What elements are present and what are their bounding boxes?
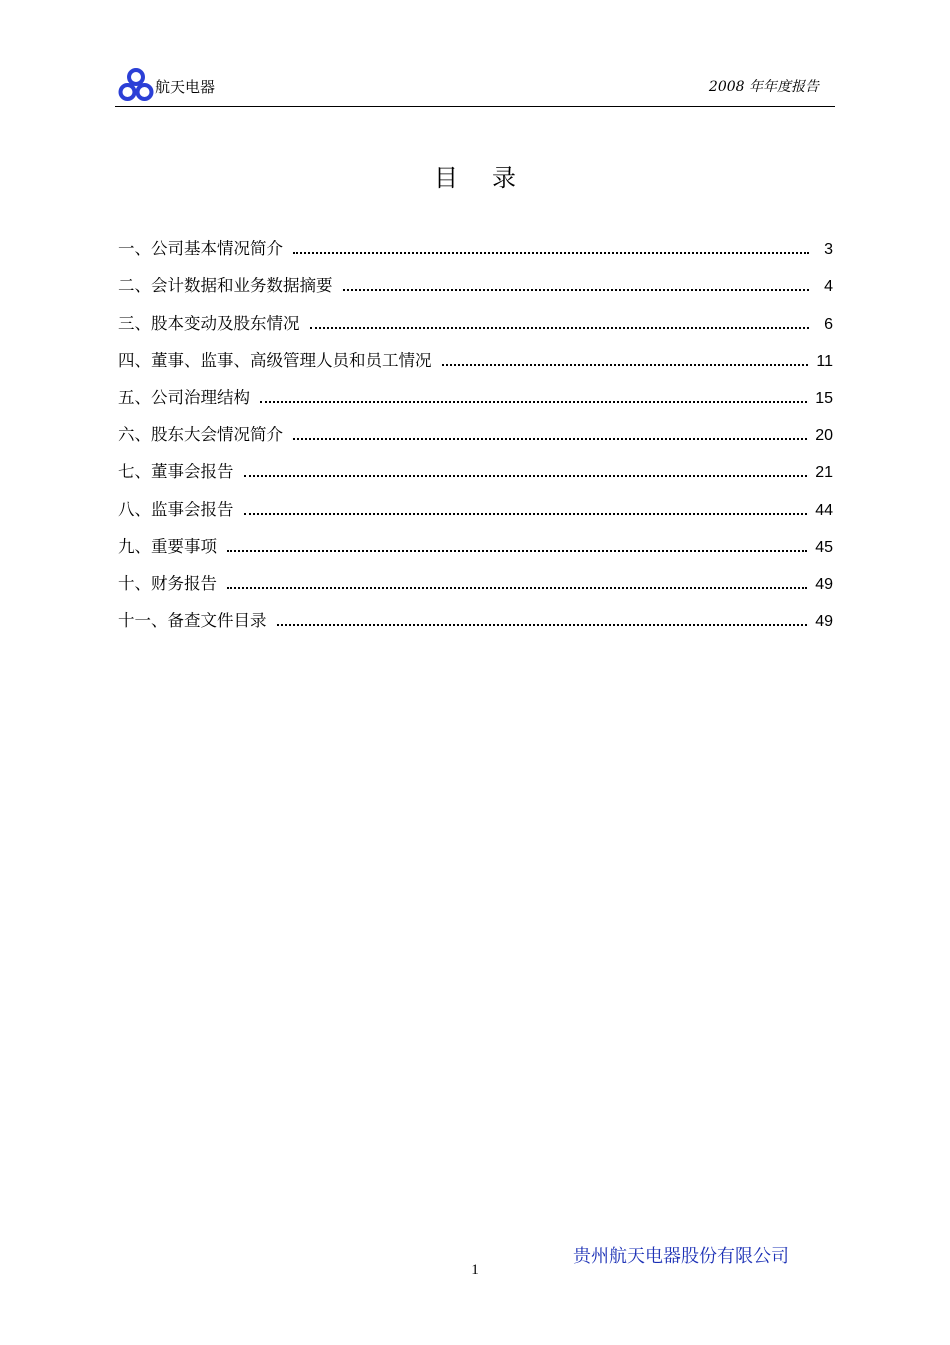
toc-entry-page: 45 bbox=[815, 538, 833, 556]
toc-entry[interactable] bbox=[118, 408, 833, 445]
toc-entry[interactable] bbox=[118, 520, 833, 557]
toc-heading: 目录 bbox=[434, 164, 550, 192]
toc-dot-leader bbox=[343, 289, 810, 291]
toc-dot-leader bbox=[293, 252, 809, 254]
toc-entry-label: 八、监事会报告 bbox=[118, 499, 234, 519]
toc-entry-label: 五、公司治理结构 bbox=[118, 387, 250, 407]
toc-entry-label: 十、财务报告 bbox=[118, 573, 217, 593]
toc-entry[interactable] bbox=[118, 259, 833, 296]
toc-entry[interactable] bbox=[118, 482, 833, 519]
company-short-name: 航天电器 bbox=[155, 78, 216, 96]
toc-entry[interactable] bbox=[118, 222, 833, 259]
toc-entry[interactable] bbox=[118, 296, 833, 333]
company-logo-icon bbox=[117, 66, 155, 104]
toc-entry-page: 6 bbox=[824, 315, 833, 333]
table-of-contents bbox=[118, 222, 833, 631]
toc-dot-leader bbox=[260, 401, 807, 403]
toc-dot-leader bbox=[227, 587, 807, 589]
toc-entry-page: 21 bbox=[815, 464, 833, 482]
toc-dot-leader bbox=[442, 364, 809, 366]
toc-entry-page: 11 bbox=[816, 352, 833, 370]
toc-entry-page: 49 bbox=[815, 575, 833, 593]
toc-entry-label: 一、公司基本情况简介 bbox=[118, 239, 283, 259]
toc-entry-label: 十一、备查文件目录 bbox=[118, 611, 267, 631]
toc-entry-label: 六、股东大会情况简介 bbox=[118, 425, 283, 445]
toc-dot-leader bbox=[227, 550, 807, 552]
report-title: 2008 年年度报告 bbox=[708, 79, 819, 95]
footer-company-name: 贵州航天电器股份有限公司 bbox=[573, 1246, 789, 1267]
toc-entry-label: 九、重要事项 bbox=[118, 536, 217, 556]
page-number: 1 bbox=[471, 1262, 479, 1278]
toc-entry-page: 15 bbox=[815, 389, 833, 407]
toc-dot-leader bbox=[244, 475, 808, 477]
toc-entry[interactable] bbox=[118, 594, 833, 631]
toc-dot-leader bbox=[277, 624, 808, 626]
toc-dot-leader bbox=[310, 327, 810, 329]
toc-dot-leader bbox=[244, 513, 808, 515]
page-header bbox=[115, 62, 835, 107]
toc-entry-label: 二、会计数据和业务数据摘要 bbox=[118, 276, 333, 296]
toc-entry-page: 44 bbox=[815, 501, 833, 519]
toc-entry-page: 20 bbox=[815, 427, 833, 445]
toc-entry-page: 3 bbox=[824, 241, 833, 259]
toc-entry[interactable] bbox=[118, 371, 833, 408]
toc-entry-page: 4 bbox=[824, 278, 833, 296]
toc-dot-leader bbox=[293, 438, 807, 440]
toc-entry-page: 49 bbox=[815, 613, 833, 631]
toc-entry[interactable] bbox=[118, 445, 833, 482]
toc-entry[interactable] bbox=[118, 557, 833, 594]
toc-entry-label: 三、股本变动及股东情况 bbox=[118, 313, 300, 333]
toc-entry-label: 四、董事、监事、高级管理人员和员工情况 bbox=[118, 350, 432, 370]
toc-entry[interactable] bbox=[118, 334, 833, 371]
toc-entry-label: 七、董事会报告 bbox=[118, 462, 234, 482]
